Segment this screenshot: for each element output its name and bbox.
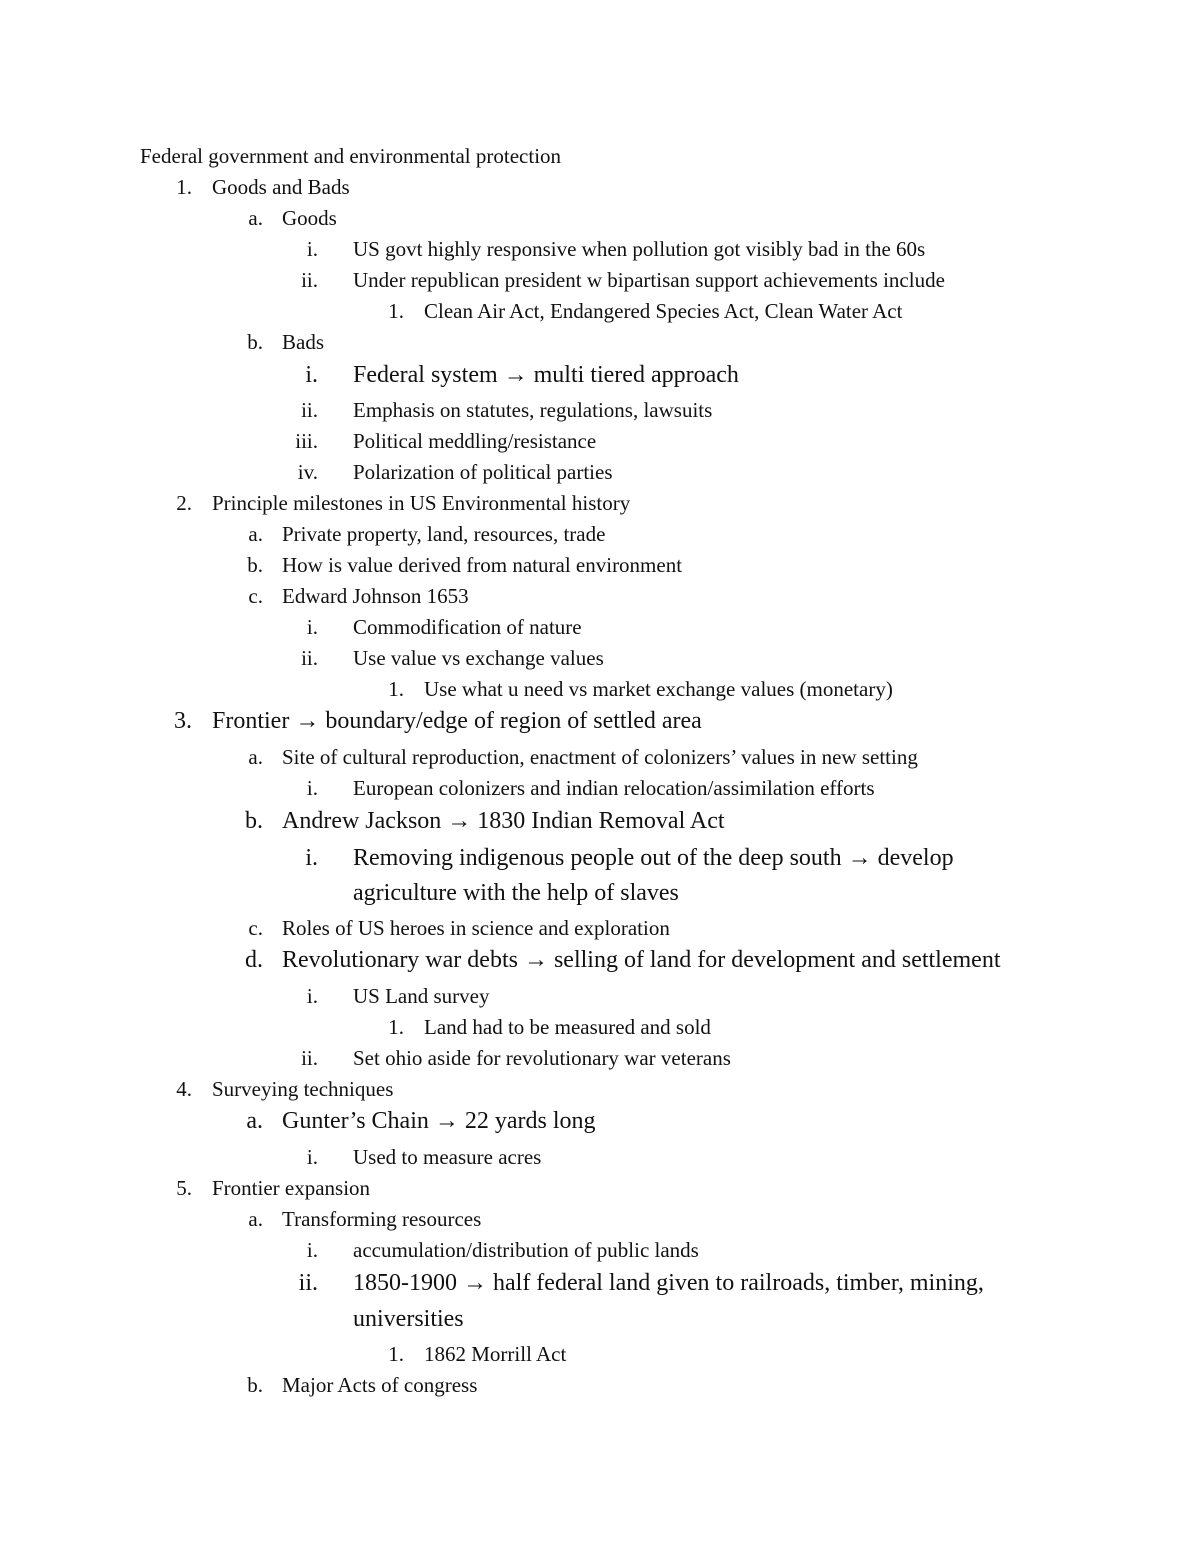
list-item-text: Used to measure acres bbox=[353, 1145, 542, 1169]
list-item-text: Use what u need vs market exchange values (monetary) bbox=[424, 677, 893, 701]
list-item-text: universities bbox=[353, 1306, 464, 1332]
list-item-text: Under republican president w bipartisan support achievements include bbox=[353, 268, 945, 292]
list-marker: i. bbox=[306, 237, 318, 261]
list-item-text: Andrew Jackson → 1830 Indian Removal Act bbox=[282, 808, 725, 834]
list-marker: c. bbox=[248, 916, 263, 940]
list-item-text: agriculture with the help of slaves bbox=[353, 880, 679, 906]
list-item-text: Use value vs exchange values bbox=[353, 646, 604, 670]
list-marker: i. bbox=[306, 984, 318, 1008]
list-item-text: Emphasis on statutes, regulations, lawsuits bbox=[353, 398, 713, 422]
list-marker: a. bbox=[246, 1108, 263, 1134]
list-marker: b. bbox=[245, 808, 263, 834]
list-item-text: Removing indigenous people out of the deep south → develop bbox=[353, 845, 954, 871]
list-marker: b. bbox=[247, 1373, 263, 1397]
list-item-text: Land had to be measured and sold bbox=[424, 1015, 711, 1039]
list-marker: ii. bbox=[301, 646, 318, 670]
list-item-text: Principle milestones in US Environmental history bbox=[212, 491, 631, 515]
list-item-text: Polarization of political parties bbox=[353, 460, 613, 484]
list-marker: i. bbox=[305, 362, 318, 388]
list-marker: i. bbox=[306, 1145, 318, 1169]
list-item-text: How is value derived from natural environment bbox=[282, 553, 683, 577]
list-marker: a. bbox=[248, 206, 263, 230]
list-marker: 4. bbox=[176, 1077, 192, 1101]
list-marker: 1. bbox=[388, 299, 404, 323]
list-marker: i. bbox=[306, 776, 318, 800]
list-item-text: Political meddling/resistance bbox=[353, 429, 597, 453]
list-marker: i. bbox=[306, 1238, 318, 1262]
list-marker: ii. bbox=[301, 1046, 318, 1070]
list-item-text: Private property, land, resources, trade bbox=[282, 522, 606, 546]
list-marker: a. bbox=[248, 745, 263, 769]
list-marker: b. bbox=[247, 330, 263, 354]
list-marker: d. bbox=[245, 947, 263, 973]
list-item-text: Set ohio aside for revolutionary war veterans bbox=[353, 1046, 731, 1070]
list-item-text: 1862 Morrill Act bbox=[424, 1342, 567, 1366]
list-marker: 1. bbox=[388, 1015, 404, 1039]
list-marker: 1. bbox=[388, 1342, 404, 1366]
list-item-text: Site of cultural reproduction, enactment of colonizers’ values in new setting bbox=[282, 745, 918, 769]
list-item-text: Bads bbox=[282, 330, 324, 354]
list-marker: a. bbox=[248, 522, 263, 546]
list-marker: a. bbox=[248, 1207, 263, 1231]
list-marker: 3. bbox=[174, 708, 192, 734]
list-item-text: Commodification of nature bbox=[353, 615, 582, 639]
list-marker: 5. bbox=[176, 1176, 192, 1200]
list-item-text: Frontier → boundary/edge of region of settled area bbox=[212, 708, 702, 734]
list-item-text: Major Acts of congress bbox=[282, 1373, 478, 1397]
list-item-text: 1850-1900 → half federal land given to railroads, timber, mining, bbox=[353, 1270, 984, 1296]
list-marker: i. bbox=[306, 615, 318, 639]
list-item-text: accumulation/distribution of public lands bbox=[353, 1238, 699, 1262]
list-item-text: Goods bbox=[282, 206, 337, 230]
list-marker: 1. bbox=[388, 677, 404, 701]
list-marker: 1. bbox=[176, 175, 192, 199]
list-marker: ii. bbox=[298, 1270, 318, 1296]
list-item-text: US Land survey bbox=[353, 984, 490, 1008]
list-item-text: Goods and Bads bbox=[212, 175, 350, 199]
list-item-text: Federal system → multi tiered approach bbox=[353, 362, 739, 388]
list-item-text: Roles of US heroes in science and exploration bbox=[282, 916, 670, 940]
list-marker: iii. bbox=[295, 429, 318, 453]
list-marker: 2. bbox=[176, 491, 192, 515]
list-marker: b. bbox=[247, 553, 263, 577]
list-item-text: Frontier expansion bbox=[212, 1176, 371, 1200]
list-item-text: Surveying techniques bbox=[212, 1077, 394, 1101]
list-marker: iv. bbox=[297, 460, 318, 484]
list-marker: c. bbox=[248, 584, 263, 608]
list-item-text: Clean Air Act, Endangered Species Act, Clean Water Act bbox=[424, 299, 903, 323]
list-item-text: Edward Johnson 1653 bbox=[282, 584, 469, 608]
list-item-text: US govt highly responsive when pollution got visibly bad in the 60s bbox=[353, 237, 926, 261]
list-item-text: Gunter’s Chain → 22 yards long bbox=[282, 1108, 596, 1134]
list-item-text: European colonizers and indian relocation/assimilation efforts bbox=[353, 776, 875, 800]
list-marker: i. bbox=[305, 845, 318, 871]
list-marker: ii. bbox=[301, 398, 318, 422]
document-title-text: Federal government and environmental protection bbox=[140, 144, 562, 168]
list-item-text: Transforming resources bbox=[282, 1207, 482, 1231]
list-item-text: Revolutionary war debts → selling of land for development and settlement bbox=[282, 947, 1001, 973]
list-marker: ii. bbox=[301, 268, 318, 292]
